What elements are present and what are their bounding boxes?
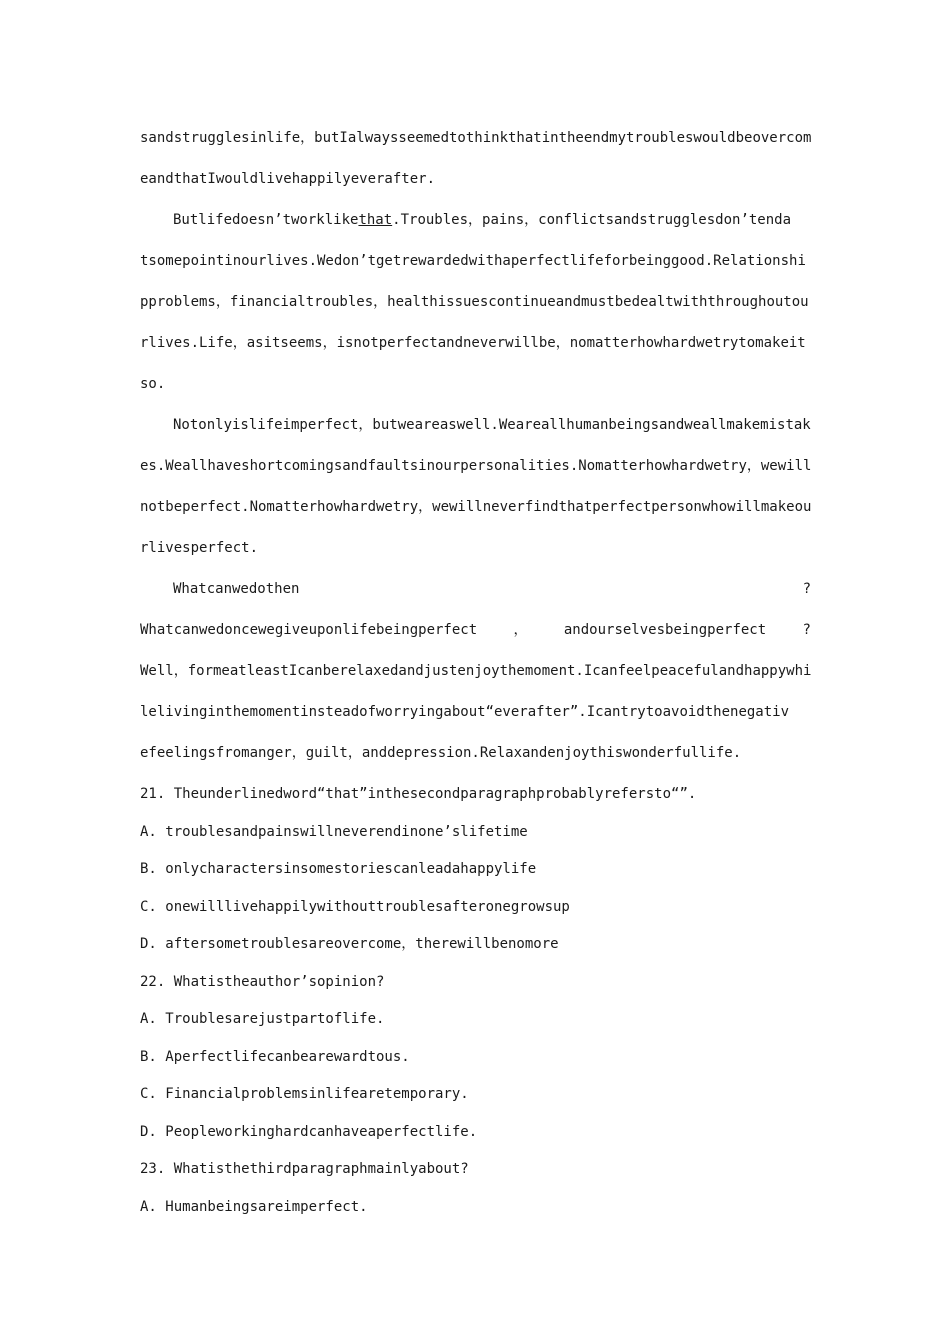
question-21-option-c: C. onewilllivehappilywithouttroublesafteronegrowsup: [140, 898, 570, 915]
question-22-stem: 22. Whatistheauthor’sopinion?: [140, 973, 385, 990]
question-22-option-d: D. Peopleworkinghardcanhaveaperfectlife.: [140, 1123, 478, 1140]
p4-line-4: lelivinginthemomentinsteadofworryingabout“everafter”.Icantrytoavoidthenegativ: [140, 704, 790, 720]
p3-line-3: notbeperfect.Nomatterhowhardwetry，wewillneverfindthatperfectpersonwhowillmakeou: [140, 499, 811, 515]
p3-line-4: rlivesperfect.: [140, 540, 259, 556]
document-page: [140, 126, 811, 1232]
underlined-word-that: that: [358, 212, 393, 228]
question-22-option-b: B. Aperfectlifecanbearewardtous.: [140, 1048, 410, 1065]
p4-text: Whatcanwedoncewegiveuponlifebeingperfect: [140, 622, 478, 638]
p1-line-2: eandthatIwouldlivehappilyeverafter.: [140, 171, 436, 187]
question-21-option-d: D. aftersometroublesareovercome，therewillbenomore: [140, 936, 559, 952]
p4-comma: ，: [513, 622, 528, 638]
p4-question-mark: ?: [802, 581, 811, 597]
p4-text: andourselvesbeingperfect: [563, 622, 767, 638]
question-23-stem: 23. Whatisthethirdparagraphmainlyabout?: [140, 1161, 469, 1177]
p4-text: Whatcanwedothen: [173, 581, 300, 597]
p2-text-after: .Troubles，pains，conflictsandstrugglesdon’tenda: [392, 212, 792, 228]
p4-line-5: efeelingsfromanger，guilt，anddepression.Relaxandenjoythiswonderfullife.: [140, 745, 742, 761]
question-22-option-c: C. Financialproblemsinlifearetemporary.: [140, 1086, 469, 1102]
p4-question-mark: ?: [802, 622, 811, 638]
p1-line-1: sandstrugglesinlife，butIalwaysseemedtothinkthatintheendmytroubleswouldbeovercom: [140, 130, 811, 146]
p3-line-2: es.Weallhaveshortcomingsandfaultsinourpersonalities.Nomatterhowhardwetry，wewill: [140, 458, 811, 474]
p2-text-before: Butlifedoesn’tworklike: [173, 212, 359, 228]
question-23-option-a: A. Humanbeingsareimperfect.: [140, 1198, 368, 1215]
p2-line-3: pproblems，financialtroubles，healthissuescontinueandmustbedealtwiththroughoutou: [140, 294, 809, 310]
p2-line-2: tsomepointinourlives.Wedon’tgetrewardedwithaperfectlifeforbeinggood.Relationshi: [140, 253, 806, 269]
p4-line-1: [140, 577, 811, 618]
p4-line-3: Well，formeatleastIcanberelaxedandjustenjoythemoment.Icanfeelpeacefulandhappywhi: [140, 663, 811, 679]
p4-line-2: [140, 618, 811, 659]
p2-line-4: rlives.Life，asitseems，isnotperfectandneverwillbe，nomatterhowhardwetrytomakeit: [140, 335, 806, 351]
p3-line-1: Notonlyislifeimperfect，butweareaswell.Weareallhumanbeingsandweallmakemistak: [173, 417, 811, 433]
question-21-option-a: A. troublesandpainswillneverendinone’slifetime: [140, 823, 528, 840]
p2-line-5: so.: [140, 376, 166, 392]
question-21-stem: 21. Theunderlinedword“that”inthesecondparagraphprobablyrefersto“”.: [140, 786, 697, 802]
question-21-option-b: B. onlycharactersinsomestoriescanleadahappylife: [140, 861, 537, 877]
question-22-option-a: A. Troublesarejustpartoflife.: [140, 1011, 385, 1027]
p2-line-1: [140, 208, 811, 249]
